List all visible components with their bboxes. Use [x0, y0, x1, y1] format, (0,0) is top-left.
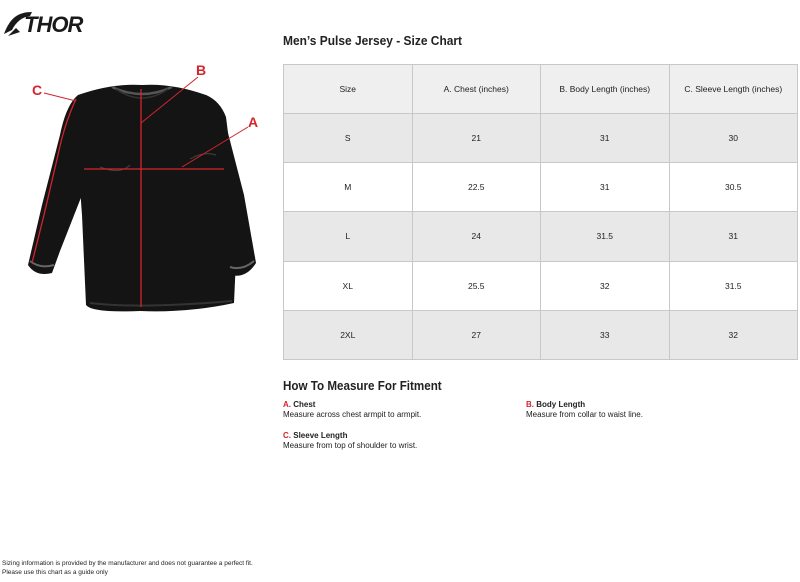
sleeve-label: Sleeve Length: [293, 431, 348, 440]
page-title: Men’s Pulse Jersey - Size Chart: [283, 33, 463, 48]
cell-sleeve-length: 31: [669, 212, 798, 261]
body-description: Measure from collar to waist line.: [526, 410, 643, 419]
body-letter: B.: [526, 400, 534, 409]
table-row: [284, 163, 798, 212]
cell-body-length: 32: [541, 261, 670, 310]
table-row: [284, 310, 798, 359]
sleeve-letter: C.: [283, 431, 291, 440]
svg-text:THOR: THOR: [24, 12, 83, 37]
header-sleeve-length: C. Sleeve Length (inches): [669, 65, 798, 114]
jersey-silhouette: [28, 85, 259, 312]
cell-body-length: 31: [541, 114, 670, 163]
body-label: Body Length: [536, 400, 586, 409]
measure-chest: [283, 400, 421, 420]
header-body-length: B. Body Length (inches): [541, 65, 670, 114]
cell-chest: 22.5: [412, 163, 541, 212]
jersey-diagram: [20, 55, 270, 325]
measure-sleeve-length: [283, 431, 417, 451]
table-row: [284, 261, 798, 310]
cell-chest: 24: [412, 212, 541, 261]
header-size: Size: [284, 65, 413, 114]
table-row: [284, 212, 798, 261]
measure-heading: How To Measure For Fitment: [283, 379, 442, 393]
chest-label: Chest: [293, 400, 316, 409]
cell-size: M: [284, 163, 413, 212]
cell-sleeve-length: 30.5: [669, 163, 798, 212]
cell-sleeve-length: 32: [669, 310, 798, 359]
cell-chest: 25.5: [412, 261, 541, 310]
marker-b: B: [196, 62, 207, 78]
cell-size: 2XL: [284, 310, 413, 359]
cell-body-length: 31: [541, 163, 670, 212]
thor-logo: [2, 6, 106, 40]
disclaimer-line-1: Sizing information is provided by the manufacturer and does not guarantee a perfect fit.: [2, 560, 253, 567]
cell-body-length: 33: [541, 310, 670, 359]
disclaimer-line-2: Please use this chart as a guide only: [2, 569, 108, 576]
measure-body-length: [526, 400, 643, 420]
cell-sleeve-length: 30: [669, 114, 798, 163]
marker-c: C: [32, 82, 43, 98]
size-chart-table: [283, 64, 798, 360]
disclaimer: [2, 559, 253, 577]
cell-chest: 27: [412, 310, 541, 359]
table-row: [284, 114, 798, 163]
cell-size: S: [284, 114, 413, 163]
marker-a: A: [248, 114, 259, 130]
table-header-row: [284, 65, 798, 114]
cell-sleeve-length: 31.5: [669, 261, 798, 310]
header-chest: A. Chest (inches): [412, 65, 541, 114]
cell-body-length: 31.5: [541, 212, 670, 261]
cell-size: XL: [284, 261, 413, 310]
chest-letter: A.: [283, 400, 291, 409]
cell-size: L: [284, 212, 413, 261]
chest-description: Measure across chest armpit to armpit.: [283, 410, 422, 419]
sleeve-description: Measure from top of shoulder to wrist.: [283, 441, 418, 450]
cell-chest: 21: [412, 114, 541, 163]
